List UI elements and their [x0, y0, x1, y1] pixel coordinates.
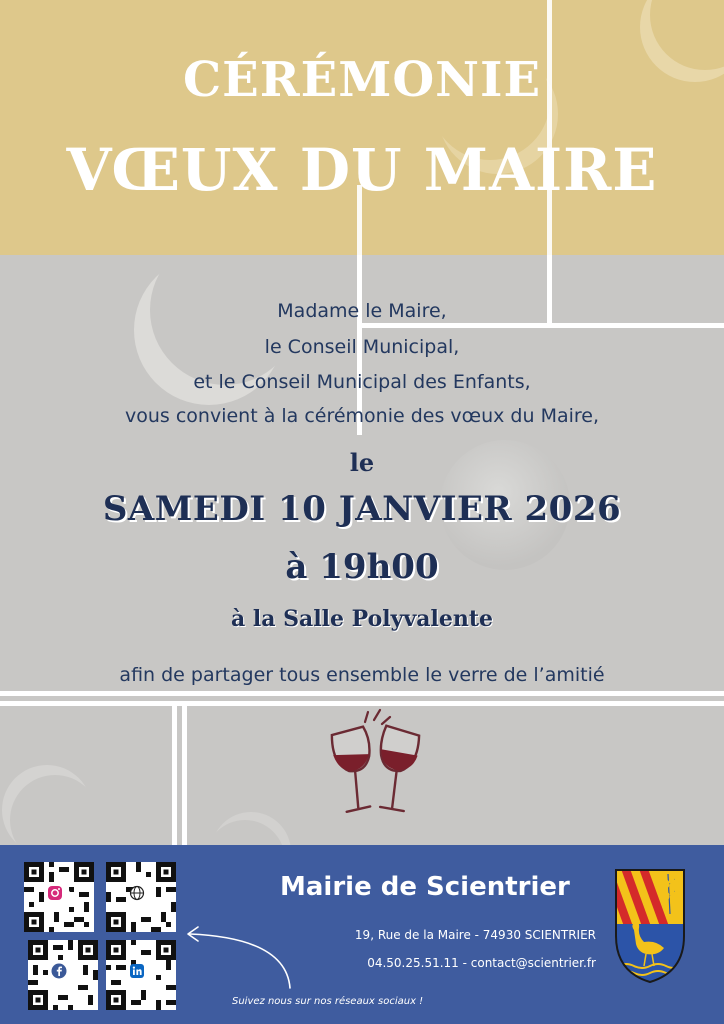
- coat-of-arms-icon: [612, 866, 688, 986]
- closing-line: afin de partager tous ensemble le verre de l’amitié: [119, 664, 605, 686]
- instagram-icon: [47, 885, 71, 909]
- grid-line: [172, 701, 177, 845]
- mairie-address: 19, Rue de la Maire - 74930 SCIENTRIER: [354, 928, 596, 942]
- globe-icon: [129, 885, 153, 909]
- grid-line: [182, 701, 187, 845]
- grid-line: [0, 691, 724, 696]
- facebook-icon: [51, 963, 75, 987]
- wine-glasses-icon: [318, 708, 432, 824]
- crescent-moon-decoration: [205, 820, 285, 845]
- qr-code-facebook[interactable]: [28, 940, 98, 1010]
- grid-line: [547, 0, 552, 255]
- invitation-line-3: et le Conseil Municipal des Enfants,: [193, 371, 531, 393]
- qr-code-instagram[interactable]: [24, 862, 94, 932]
- header-band: [0, 0, 724, 255]
- grid-line: [0, 701, 724, 706]
- crescent-moon-decoration: [10, 775, 100, 845]
- event-time: à 19h00: [285, 547, 439, 587]
- social-caption: Suivez nous sur nos réseaux sociaux !: [232, 996, 424, 1007]
- title-ceremonie: CÉRÉMONIE: [182, 52, 542, 108]
- invitation-line-1: Madame le Maire,: [277, 300, 447, 322]
- invitation-line-2: le Conseil Municipal,: [264, 336, 460, 358]
- qr-code-linkedin[interactable]: [106, 940, 176, 1010]
- grid-line: [362, 323, 724, 328]
- qr-code-website[interactable]: [106, 862, 176, 932]
- mairie-contact: 04.50.25.51.11 - contact@scientrier.fr: [367, 956, 596, 970]
- invitation-line-4: vous convient à la cérémonie des vœux du Maire,: [124, 405, 600, 427]
- event-place: à la Salle Polyvalente: [230, 606, 493, 632]
- linkedin-icon: [129, 963, 153, 987]
- title-voeux-du-maire: VŒUX DU MAIRE: [66, 136, 658, 204]
- le-word: le: [349, 448, 375, 477]
- curved-arrow-icon: [178, 922, 298, 994]
- mairie-name: Mairie de Scientrier: [280, 872, 570, 902]
- event-date: SAMEDI 10 JANVIER 2026: [102, 489, 622, 529]
